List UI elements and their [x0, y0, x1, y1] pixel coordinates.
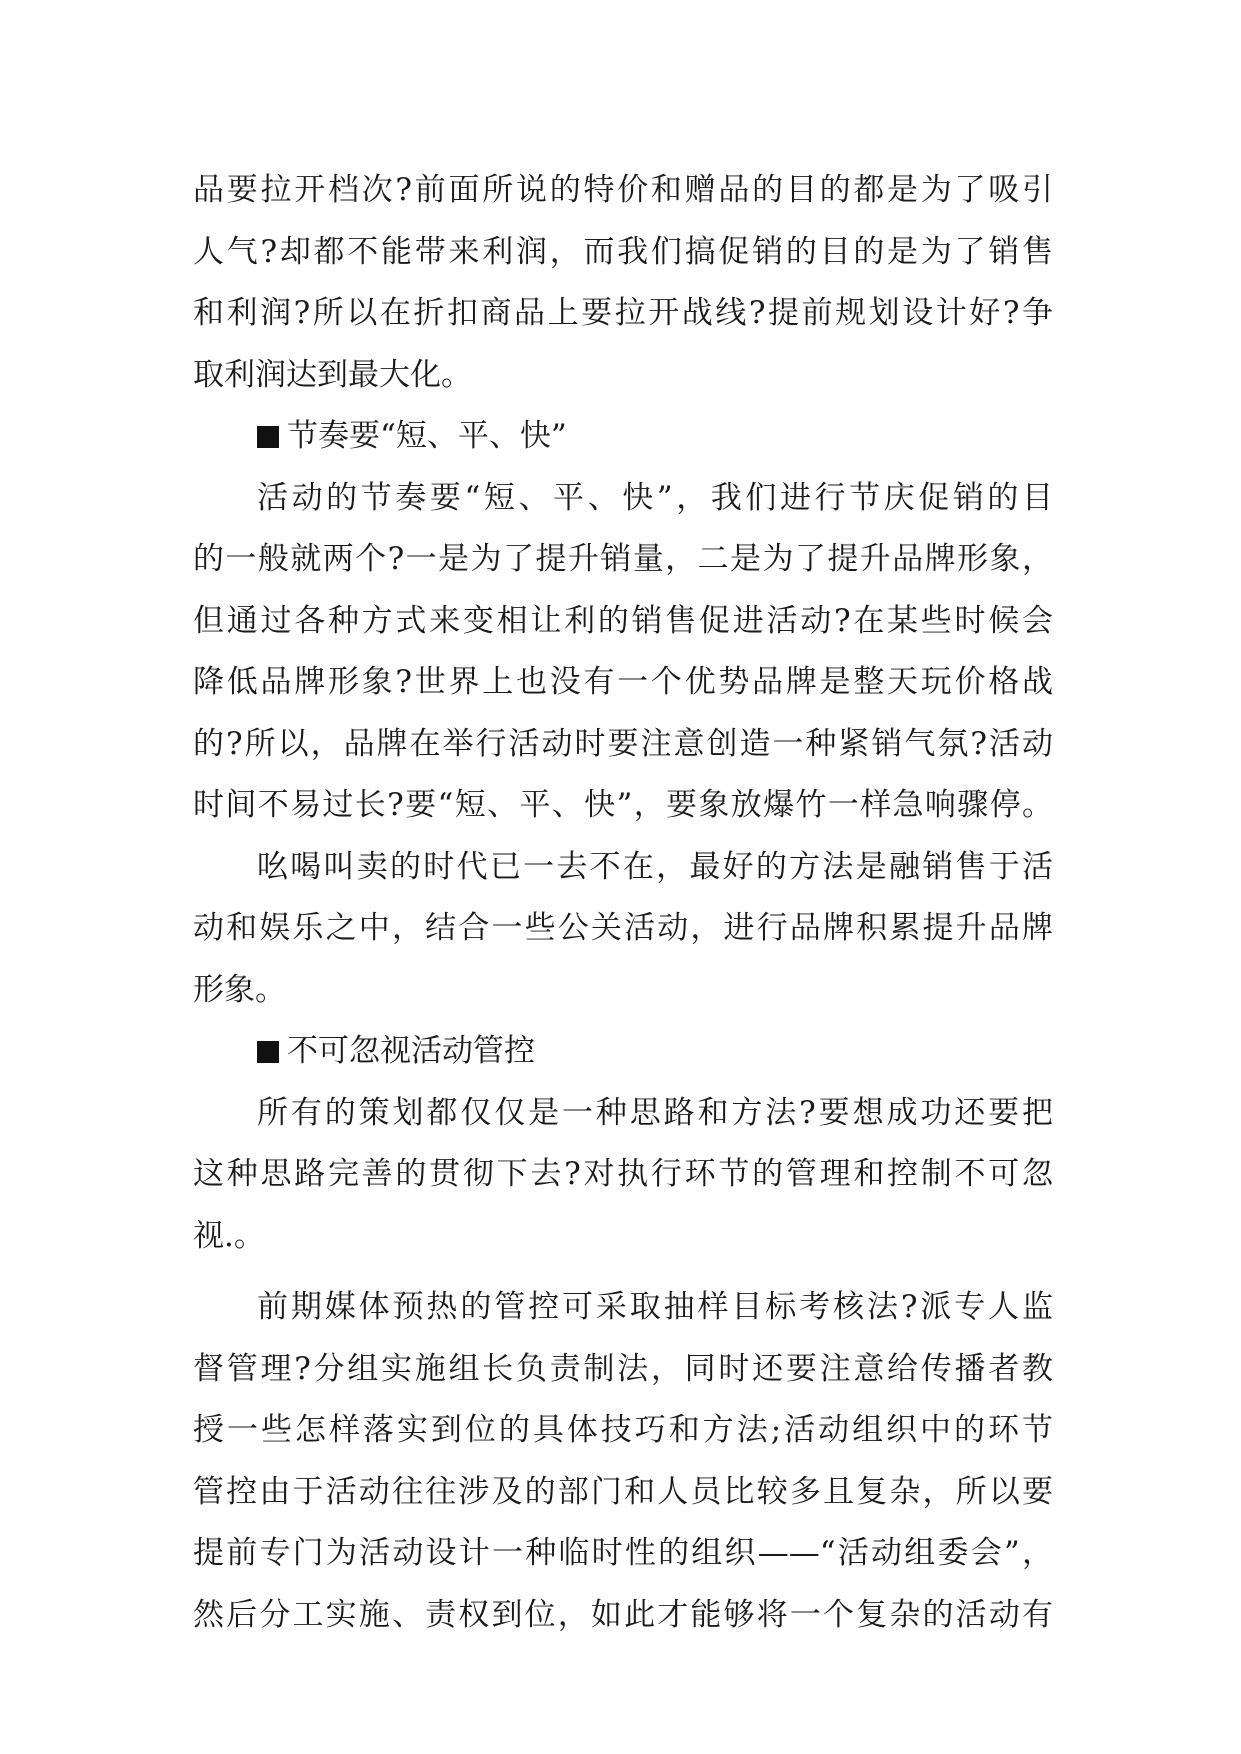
text-line: 动和娱乐之中，结合一些公关活动，进行品牌积累提升品牌 — [193, 910, 1053, 946]
text-line: 这种思路完善的贯彻下去?对执行环节的管理和控制不可忽 — [193, 1156, 1053, 1192]
text-line: 的一般就两个?一是为了提升销量，二是为了提升品牌形象， — [193, 541, 1053, 577]
black-square-bullet-icon — [257, 426, 279, 448]
paragraph — [193, 160, 1053, 406]
text-line: 然后分工实施、责权到位，如此才能够将一个复杂的活动有 — [193, 1596, 1053, 1633]
text-line: 视.。 — [193, 1217, 265, 1254]
text-line: 品要拉开档次?前面所说的特价和赠品的目的都是为了吸引 — [193, 172, 1053, 208]
paragraph — [193, 837, 1053, 1022]
text-line: 前期媒体预热的管控可采取抽样目标考核法?派专人监 — [257, 1289, 1053, 1325]
section-heading-text: 不可忽视活动管控 — [287, 1033, 535, 1069]
section-heading-text: 节奏要“短、平、快” — [287, 418, 567, 454]
text-line: 人气?却都不能带来利润，而我们搞促销的目的是为了销售 — [193, 233, 1053, 270]
text-line: 和利润?所以在折扣商品上要拉开战线?提前规划设计好?争 — [193, 295, 1053, 331]
text-line: 时间不易过长?要“短、平、快”，要象放爆竹一样急响骤停。 — [193, 787, 1053, 823]
paragraph — [193, 468, 1053, 837]
text-line: 形象。 — [193, 971, 286, 1008]
text-line: 管控由于活动往往涉及的部门和人员比较多且复杂，所以要 — [193, 1473, 1053, 1510]
text-line: 吆喝叫卖的时代已一去不在，最好的方法是融销售于活 — [257, 848, 1053, 885]
section-heading — [193, 406, 1053, 468]
text-line: 所有的策划都仅仅是一种思路和方法?要想成功还要把 — [257, 1094, 1053, 1131]
text-line: 活动的节奏要“短、平、快”，我们进行节庆促销的目 — [257, 479, 1053, 516]
text-line: 取利润达到最大化。 — [193, 356, 472, 393]
paragraph-spacer — [193, 1267, 1053, 1277]
paragraph — [193, 1277, 1053, 1646]
text-line: 授一些怎样落实到位的具体技巧和方法;活动组织中的环节 — [193, 1412, 1053, 1448]
section-heading — [193, 1021, 1053, 1083]
text-line: 督管理?分组实施组长负责制法，同时还要注意给传播者教 — [193, 1350, 1053, 1387]
text-line: 但通过各种方式来变相让利的销售促进活动?在某些时候会 — [193, 602, 1053, 639]
text-line: 的?所以，品牌在举行活动时要注意创造一种紧销气氛?活动 — [193, 725, 1053, 762]
black-square-bullet-icon — [257, 1041, 279, 1063]
paragraph — [193, 1083, 1053, 1268]
text-line: 提前专门为活动设计一种临时性的组织——“活动组委会”， — [193, 1535, 1053, 1571]
document-body — [193, 160, 1053, 1646]
text-line: 降低品牌形象?世界上也没有一个优势品牌是整天玩价格战 — [193, 664, 1053, 700]
